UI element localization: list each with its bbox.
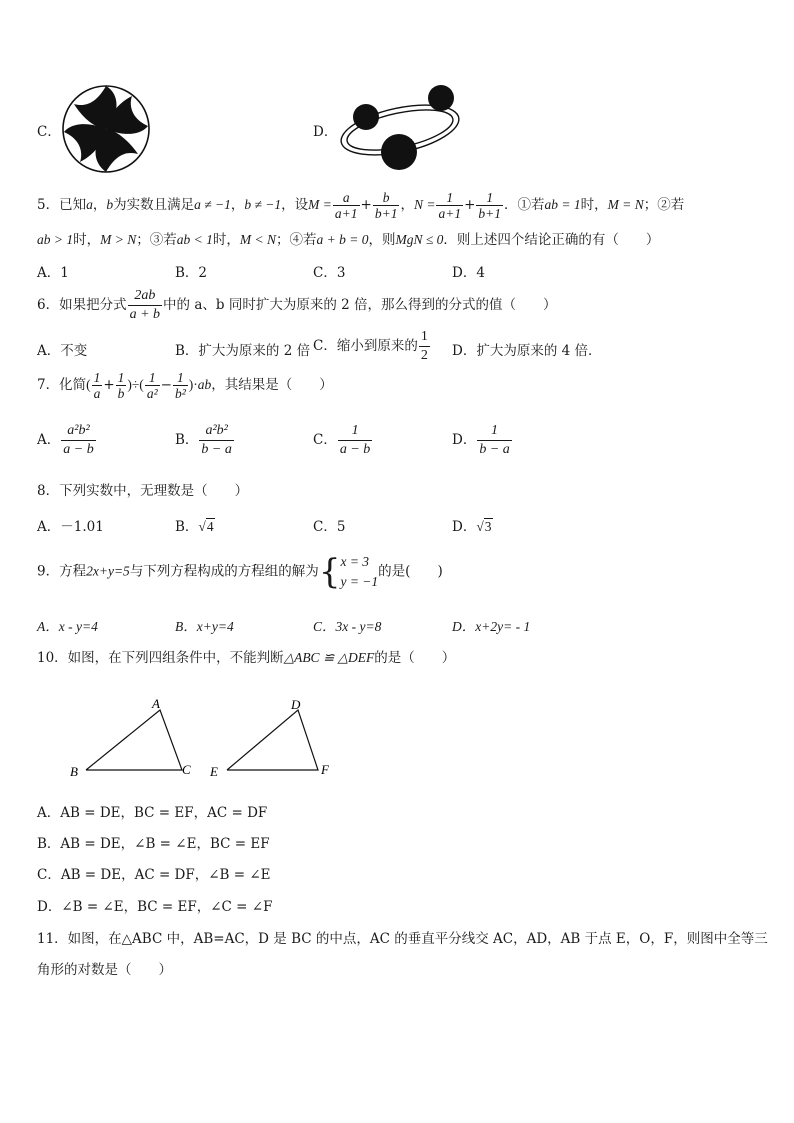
q5-ab-gt-1: ab > 1 [37,232,74,247]
q5-frac-c-num: 1 [446,190,454,205]
q8-option-b-label: B． [175,519,199,535]
q6-stem [37,287,557,324]
q7-stem [37,370,333,401]
q5-frac-b-den: b+1 [374,206,398,221]
q5-stem-start: 5．已知 [37,197,87,213]
q8-option-b-radicand: 4 [206,519,214,534]
q7-multiply: )· [188,377,198,392]
q7-option-b-frac [199,422,233,459]
q5-M-gt-N: M > N [100,232,137,247]
q5-frac-a [333,190,360,221]
q7-option-a-den: a − b [63,442,94,457]
label-e: E [210,764,218,779]
q7-option-c-den: a − b [339,442,371,457]
q7-frac-1b-num: 1 [117,370,125,385]
triangle-abc [86,710,182,770]
label-f: F [321,762,329,777]
q10-stem-pre: 10．如图，在下列四组条件中，不能判断 [37,650,284,666]
q9-equation: 2x+y=5 [86,563,130,579]
q5-frac-d-num: 1 [486,190,494,205]
q8-option-b-sqrt [198,519,214,535]
q7-plus: + [103,377,115,393]
q8-sqrt-sign-b: √ [198,519,206,534]
q9-stem-mid: 与下列方程构成的方程组的解为 [129,563,319,580]
q6-half-num: 1 [420,329,428,344]
q7-option-b-num: a²b² [205,423,228,438]
label-c: C [182,762,191,777]
q5-sep-2: ， [400,197,414,213]
q7-frac-1a [92,370,103,401]
q7-frac-1a-den: a [93,386,101,401]
q10-triangles-figure [60,692,350,784]
q5-option-d[interactable]: D．4 [452,265,485,281]
q7-frac-1b [116,370,127,401]
q10-option-c[interactable]: C．AB = DE，AC = DF，∠B = ∠E [37,867,271,883]
q6-option-c[interactable] [313,328,431,365]
q6-option-d[interactable]: D．扩大为原来的 4 倍． [452,343,602,359]
q5-var-a: a [86,197,93,212]
q5-stem-cond: 为实数且满足 [113,197,195,213]
q9-solution-x: x = 3 [340,554,370,569]
q6-frac-den: a + b [129,307,161,322]
q10-stem-post: 的是（ ） [374,650,456,666]
q5-comma: ， [92,197,107,213]
q8-option-d-label: D． [452,519,477,535]
q6-stem-pre: 6．如果把分式 [37,297,127,313]
q4-option-c-figure [60,84,154,174]
q5-a-plus-b: a + b = 0 [316,232,369,247]
label-a: A [152,696,160,711]
q7-frac-1a2-num: 1 [148,370,156,385]
q9-stem-pre: 9．方程 [37,563,87,580]
q7-frac-1a2-den: a² [146,386,158,401]
q5-option-c[interactable]: C．3 [313,265,346,281]
q6-option-b[interactable]: B．扩大为原来的 2 倍 [175,343,311,359]
q7-frac-1a2 [145,370,160,401]
q7-frac-1b2-den: b² [174,386,186,401]
q6-half-den: 2 [420,348,428,363]
q7-option-d-den: b − a [479,442,510,457]
q8-sqrt-sign-d: √ [476,519,484,534]
q7-frac-1b2 [173,370,188,401]
q9-option-b[interactable]: B．x+y=4 [175,619,234,634]
q11-stem-line-2: 角形的对数是（ ） [37,962,172,978]
q9-solution-y: y = −1 [340,574,379,589]
q5-question: ．则上述四个结论正确的有（ ） [443,232,660,248]
q5-line-1 [37,190,684,221]
q7-option-d-num: 1 [491,423,499,438]
q8-option-a[interactable]: A．－1.01 [37,519,104,535]
q10-option-b[interactable]: B．AB = DE，∠B = ∠E，BC = EF [37,836,270,852]
q5-frac-d [476,190,503,221]
q9-option-d[interactable]: D．x+2y= - 1 [452,619,531,634]
q7-ab: ab [197,377,212,392]
q5-then: ，则 [368,232,396,248]
q7-option-a-frac [61,422,95,459]
q7-option-b-label: B． [175,432,199,448]
q5-ab-eq-1: ab = 1 [544,197,581,212]
q7-stem-post: ，其结果是（ ） [211,377,333,393]
q5-frac-b-num: b [382,190,390,205]
q5-option-a[interactable]: A．1 [37,265,69,281]
q5-sep: ， [230,197,245,213]
q5-stmt3: ；③若 [136,232,177,248]
q8-option-c[interactable]: C．5 [313,519,346,535]
q7-option-c-num: 1 [351,423,359,438]
q5-frac-a-den: a+1 [334,206,358,221]
q10-option-d[interactable]: D．∠B = ∠E，BC = EF，∠C = ∠F [37,899,273,915]
q7-option-a-label: A． [37,432,61,448]
q7-option-d[interactable] [452,422,513,459]
q4-option-d-figure [336,84,466,176]
q10-congruence: △ABC ≌ △DEF [283,650,375,665]
q5-stmt2: ；②若 [643,197,685,213]
q5-var-b: b [106,197,114,212]
q9-stem [37,552,443,592]
q7-divide: )÷( [127,377,144,392]
q7-option-b-den: b − a [201,442,232,457]
label-d: D [291,697,301,712]
q7-stem-pre: 7．化简 [37,377,87,393]
q9-option-c[interactable]: C．3x - y=8 [313,619,382,634]
q7-frac-1b2-num: 1 [176,370,184,385]
q5-frac-c-den: a+1 [438,206,462,221]
q7-option-c[interactable] [313,422,373,459]
q11-stem-line-1: 11．如图，在△ABC 中，AB=AC，D 是 BC 的中点，AC 的垂直平分线交 AC，AD，AB 于点 E，O，F，则图中全等三 [37,931,768,947]
q9-brace: { [318,552,341,592]
q5-plus-1: + [360,197,372,213]
q5-M-eq-N: M = N [607,197,644,212]
q9-stem-post: 的是( ) [378,563,443,580]
q8-option-d[interactable] [452,515,493,535]
q7-option-c-label: C． [313,432,337,448]
q5-line-2 [37,228,659,248]
q8-option-b[interactable] [175,515,215,535]
q7-option-b[interactable] [175,422,235,459]
q10-option-a[interactable]: A．AB = DE，BC = EF，AC = DF [37,805,268,821]
q8-option-d-sqrt [476,519,492,535]
q5-frac-a-num: a [342,190,350,205]
q7-option-a[interactable] [37,422,97,459]
q5-M-label: M = [308,197,332,212]
q5-when-3: 时， [212,232,240,248]
label-b: B [70,764,78,779]
q5-cond-b: b ≠ −1 [244,197,282,212]
q6-stem-post: 中的 a、b 同时扩大为原来的 2 倍，那么得到的分式的值（ ） [163,297,557,313]
q7-frac-1b-den: b [117,386,125,401]
q5-cond-a: a ≠ −1 [194,197,231,212]
q8-stem: 8．下列实数中，无理数是（ ） [37,483,249,499]
q6-option-a[interactable]: A．不变 [37,343,88,359]
q5-stem-let: ，设 [281,197,309,213]
q5-ab-lt-1: ab < 1 [176,232,213,247]
q5-frac-c [436,190,463,221]
q7-option-d-label: D． [452,432,477,448]
q5-frac-d-den: b+1 [478,206,502,221]
q5-when-2: 时， [73,232,101,248]
q6-option-c-text: C．缩小到原来的 [313,338,418,354]
q4-option-c-label: C． [37,124,61,140]
q6-frac-num: 2ab [134,288,156,303]
q7-frac-1a-num: 1 [93,370,101,385]
q7-option-a-num: a²b² [67,423,90,438]
q5-M-lt-N: M < N [239,232,276,247]
q7-option-c-frac [338,422,372,459]
q7-option-d-frac [477,422,511,459]
q6-fraction [128,287,162,324]
q8-option-d-radicand: 3 [484,519,492,534]
q5-MN-le-0: MgN ≤ 0 [395,232,444,247]
q5-stmt1: ．①若 [504,197,545,213]
q6-option-c-frac [419,328,430,365]
q5-when-1: 时， [580,197,608,213]
q9-option-a[interactable]: A．x - y=4 [37,619,98,634]
q5-plus-2: + [464,197,476,213]
q4-option-d-label: D． [313,124,338,140]
q10-stem [37,646,455,666]
q9-solution-system [340,552,378,592]
q5-stmt4: ；④若 [276,232,317,248]
q7-paren-open: ( [86,377,91,392]
q5-option-b[interactable]: B．2 [175,265,208,281]
q5-frac-b [373,190,400,221]
q7-minus: − [160,377,172,393]
triangle-def [227,710,318,770]
q5-N-label: N = [413,197,436,212]
